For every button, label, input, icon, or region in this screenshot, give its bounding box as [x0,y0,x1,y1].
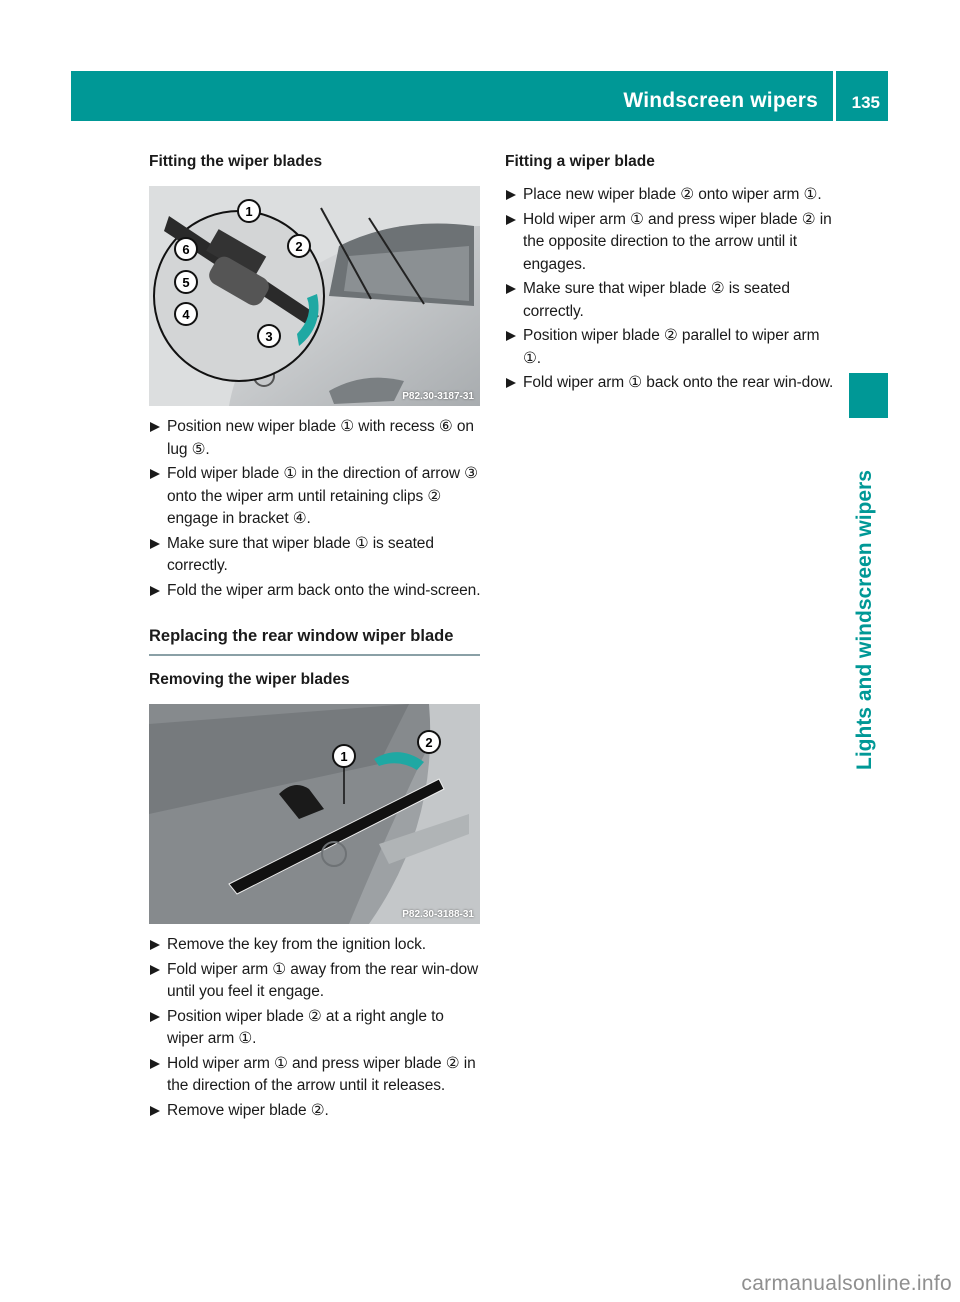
section-title: Windscreen wipers [623,89,818,112]
fitting-wiper-steps [505,184,840,395]
svg-text:3: 3 [265,329,273,344]
step-item: Make sure that wiper blade ② is seated correctly. [505,278,840,323]
step-item: Hold wiper arm ① and press wiper blade ② in the opposite direction to the arrow until it engages. [505,209,840,277]
figure-front-wiper [149,186,480,406]
removing-heading: Removing the wiper blades [149,671,350,688]
side-tab-marker [849,373,888,418]
step-item: Fold the wiper arm back onto the wind-screen. [149,580,484,603]
svg-text:2: 2 [425,735,433,750]
step-item: Hold wiper arm ① and press wiper blade ② in the direction of the arrow until it releases. [149,1053,484,1098]
svg-text:2: 2 [295,239,303,254]
step-item: Position wiper blade ② parallel to wiper arm ①. [505,325,840,370]
step-item: Fold wiper arm ① back onto the rear win-dow. [505,372,840,395]
svg-text:4: 4 [182,307,190,322]
figure-code: P82.30-3187-31 [402,391,474,402]
step-item: Position wiper blade ② at a right angle to wiper arm ①. [149,1006,484,1051]
rear-wiper-illustration [149,704,480,924]
svg-text:5: 5 [182,275,190,290]
header-bar [71,71,888,121]
page-number: 135 [851,93,880,112]
fitting-steps [149,416,484,602]
section-heading: Replacing the rear window wiper blade [149,624,480,656]
step-item: Fold wiper blade ① in the direction of arrow ③ onto the wiper arm until retaining clips ② engage in bracket ④. [149,463,484,531]
step-item: Place new wiper blade ② onto wiper arm ①. [505,184,840,207]
svg-text:1: 1 [245,204,253,219]
fitting-wiper-heading: Fitting a wiper blade [505,153,655,170]
removing-steps [149,934,484,1122]
watermark: carmanualsonline.info [741,1272,952,1295]
header-divider [833,71,836,121]
svg-text:1: 1 [340,749,348,764]
side-tab-label: Lights and windscreen wipers [853,470,876,770]
step-item: Remove wiper blade ②. [149,1100,484,1123]
svg-text:6: 6 [182,242,190,257]
right-column [505,150,840,397]
fitting-heading: Fitting the wiper blades [149,153,323,170]
front-wiper-illustration [149,186,480,406]
left-column [149,150,484,1124]
step-item: Make sure that wiper blade ① is seated correctly. [149,533,484,578]
step-item: Position new wiper blade ① with recess ⑥ on lug ⑤. [149,416,484,461]
figure-rear-wiper [149,704,480,924]
step-item: Fold wiper arm ① away from the rear win-dow until you feel it engage. [149,959,484,1004]
figure-code: P82.30-3188-31 [402,909,474,920]
step-item: Remove the key from the ignition lock. [149,934,484,957]
